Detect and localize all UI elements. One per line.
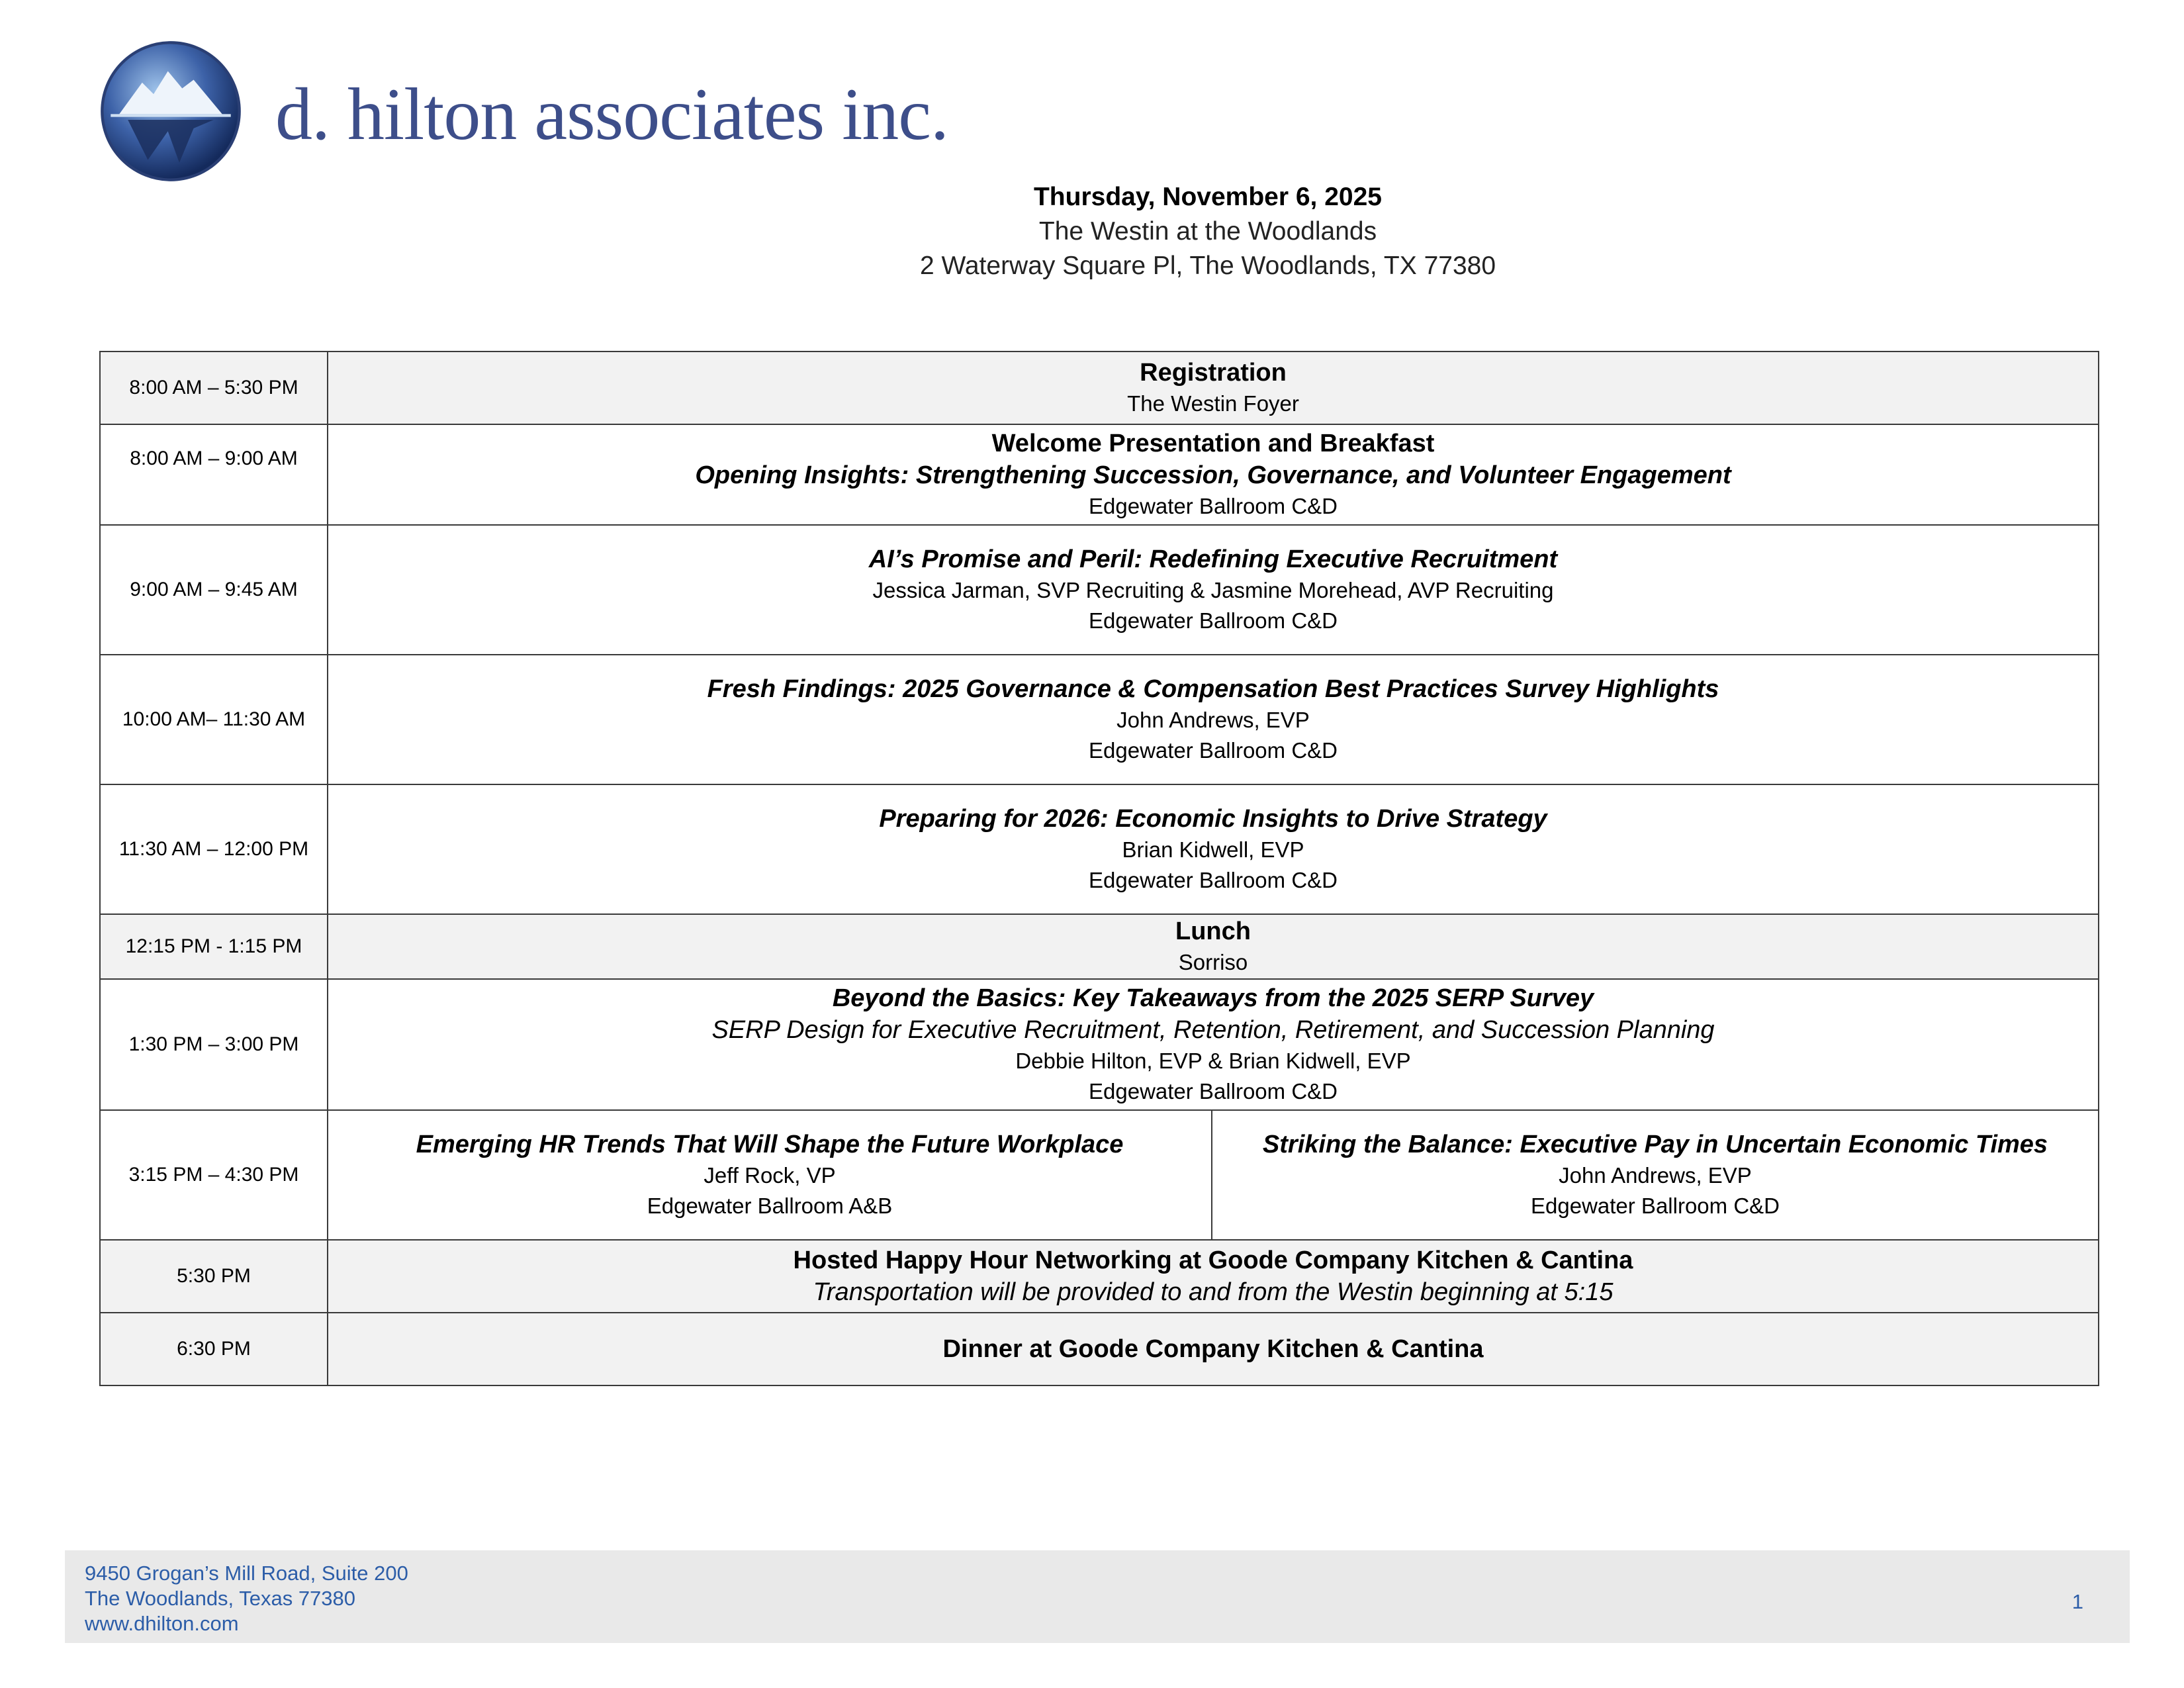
session-title: Preparing for 2026: Economic Insights to Drive Strategy — [879, 805, 1547, 833]
session-time: 8:00 AM – 9:00 AM — [100, 424, 328, 525]
session-title: Emerging HR Trends That Will Shape the Future Workplace — [416, 1131, 1124, 1158]
company-name: d. hilton associates inc. — [275, 73, 949, 156]
session-location: Edgewater Ballroom A&B — [647, 1194, 893, 1218]
session-cell — [328, 914, 2099, 979]
session-time: 11:30 AM – 12:00 PM — [100, 784, 328, 914]
table-row — [100, 525, 2099, 655]
session-location: Edgewater Ballroom C&D — [1531, 1194, 1780, 1218]
session-time: 6:30 PM — [100, 1313, 328, 1385]
session-location: Edgewater Ballroom C&D — [1089, 494, 1338, 518]
session-title: Lunch — [1175, 917, 1251, 945]
breakout-cell-right — [1212, 1110, 2099, 1240]
session-location: Sorriso — [1178, 950, 1248, 974]
session-title: Hosted Happy Hour Networking at Goode Company Kitchen & Cantina — [793, 1246, 1633, 1274]
session-time: 5:30 PM — [100, 1240, 328, 1313]
session-cell — [328, 352, 2099, 424]
agenda-table — [99, 351, 2099, 1386]
table-row — [100, 655, 2099, 784]
session-time: 12:15 PM - 1:15 PM — [100, 914, 328, 979]
event-header — [0, 180, 2184, 283]
event-venue: The Westin at the Woodlands — [1038, 217, 1377, 246]
session-location: Edgewater Ballroom C&D — [1089, 868, 1338, 892]
session-time: 9:00 AM – 9:45 AM — [100, 525, 328, 655]
session-title: AI’s Promise and Peril: Redefining Executive Recruitment — [868, 545, 1558, 573]
session-speaker: Debbie Hilton, EVP & Brian Kidwell, EVP — [1015, 1049, 1411, 1073]
table-row — [100, 424, 2099, 525]
session-title: Fresh Findings: 2025 Governance & Compensation Best Practices Survey Highlights — [707, 675, 1719, 703]
footer-city: The Woodlands, Texas 77380 — [85, 1587, 356, 1610]
page-footer — [65, 1550, 2130, 1643]
session-location: Edgewater Ballroom C&D — [1089, 738, 1338, 763]
page-number: 1 — [2071, 1590, 2083, 1613]
footer-address — [85, 1561, 408, 1636]
table-row — [100, 784, 2099, 914]
footer-website-link[interactable]: www.dhilton.com — [85, 1612, 239, 1635]
session-speaker: John Andrews, EVP — [1116, 708, 1310, 732]
session-location: Edgewater Ballroom C&D — [1089, 608, 1338, 633]
session-time: 1:30 PM – 3:00 PM — [100, 979, 328, 1110]
session-cell — [328, 525, 2099, 655]
table-row — [100, 1313, 2099, 1385]
session-time: 8:00 AM – 5:30 PM — [100, 352, 328, 424]
session-subtitle: SERP Design for Executive Recruitment, Retention, Retirement, and Succession Planning — [711, 1016, 1715, 1044]
table-row — [100, 1110, 2099, 1240]
session-title: Welcome Presentation and Breakfast — [991, 430, 1435, 457]
table-row — [100, 1240, 2099, 1313]
session-time: 10:00 AM– 11:30 AM — [100, 655, 328, 784]
session-time: 3:15 PM – 4:30 PM — [100, 1110, 328, 1240]
session-cell — [328, 979, 2099, 1110]
footer-street: 9450 Grogan’s Mill Road, Suite 200 — [85, 1562, 408, 1585]
company-logo — [99, 38, 948, 184]
session-speaker: John Andrews, EVP — [1559, 1163, 1752, 1188]
session-subtitle: Opening Insights: Strengthening Succession, Governance, and Volunteer Engagement — [695, 461, 1731, 489]
session-title: Dinner at Goode Company Kitchen & Cantina — [942, 1335, 1484, 1363]
table-row — [100, 352, 2099, 424]
breakout-cell-left — [328, 1110, 1212, 1240]
session-cell — [328, 655, 2099, 784]
globe-iceberg-logo-icon — [99, 40, 242, 183]
session-cell — [328, 424, 2099, 525]
session-speaker: Jeff Rock, VP — [704, 1163, 836, 1188]
session-title: Striking the Balance: Executive Pay in Uncertain Economic Times — [1262, 1131, 2048, 1158]
session-speaker: Jessica Jarman, SVP Recruiting & Jasmine Morehead, AVP Recruiting — [872, 578, 1554, 602]
session-cell — [328, 784, 2099, 914]
session-cell — [328, 1240, 2099, 1313]
session-title: Beyond the Basics: Key Takeaways from the 2025 SERP Survey — [832, 984, 1594, 1012]
session-subtitle: Transportation will be provided to and from the Westin beginning at 5:15 — [813, 1278, 1614, 1306]
session-cell — [328, 1313, 2099, 1385]
session-location: The Westin Foyer — [1127, 391, 1299, 416]
table-row — [100, 914, 2099, 979]
event-address: 2 Waterway Square Pl, The Woodlands, TX 77380 — [919, 252, 1496, 280]
table-row — [100, 979, 2099, 1110]
session-location: Edgewater Ballroom C&D — [1089, 1079, 1338, 1103]
session-title: Registration — [1140, 359, 1287, 387]
event-date: Thursday, November 6, 2025 — [1033, 183, 1382, 211]
session-speaker: Brian Kidwell, EVP — [1122, 837, 1304, 862]
